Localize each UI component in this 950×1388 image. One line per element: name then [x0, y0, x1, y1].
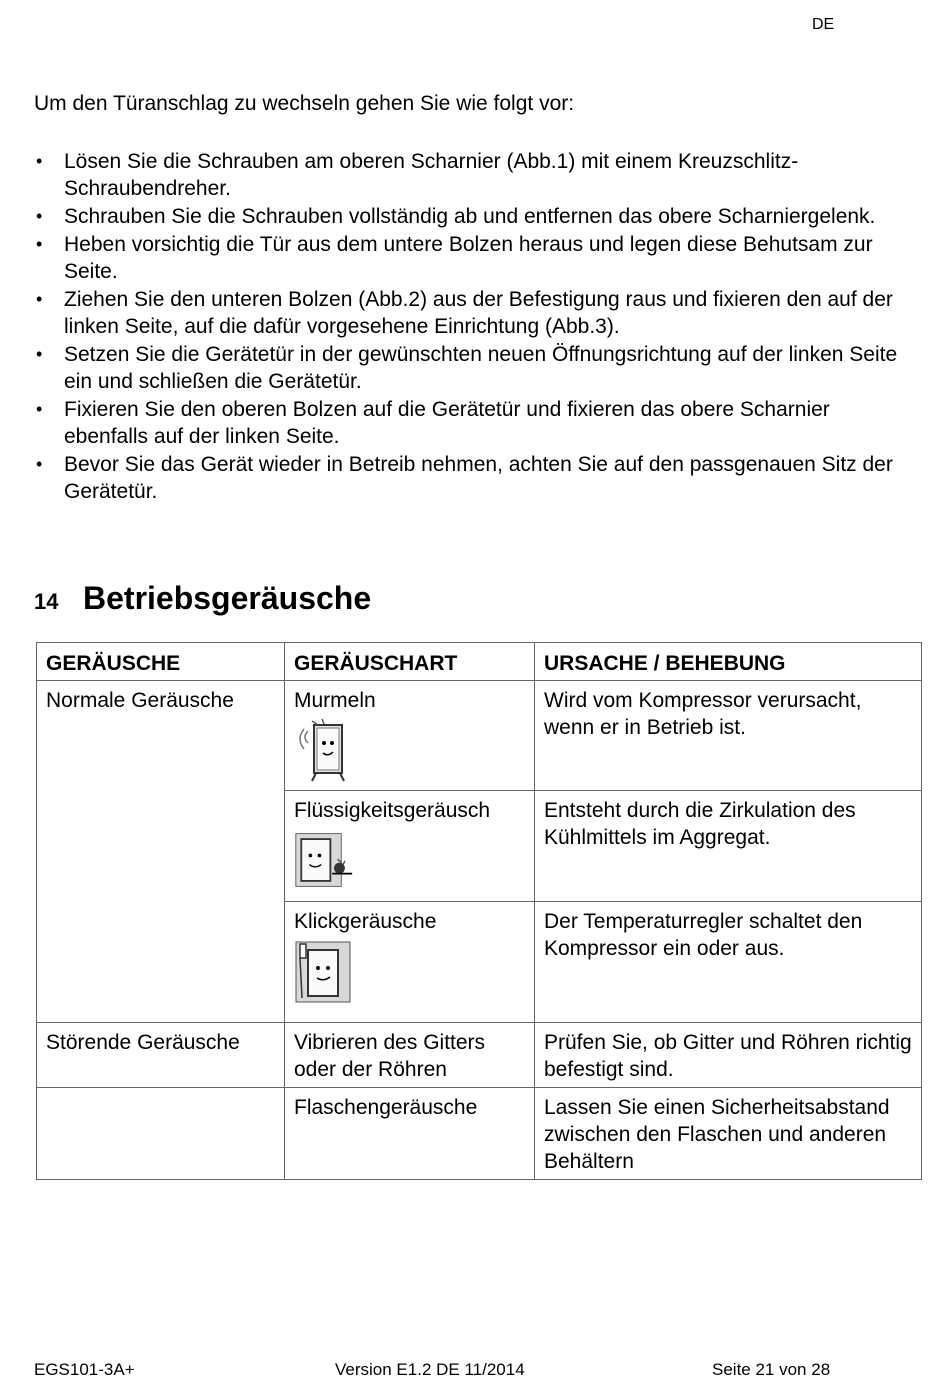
noise-type-cell: [285, 681, 535, 791]
bullet-icon: •: [36, 206, 43, 226]
list-item: [34, 396, 914, 450]
list-item: [34, 286, 914, 340]
bullet-icon: •: [36, 151, 43, 171]
footer-model: EGS101-3A+: [34, 1360, 135, 1379]
language-code: DE: [812, 16, 835, 33]
noise-type-label: Flüssigkeitsgeräusch: [294, 799, 491, 822]
list-item: [34, 341, 914, 395]
intro-text: Um den Türanschlag zu wechseln gehen Sie wie folgt vor:: [34, 92, 575, 115]
noise-type-label: Murmeln: [294, 689, 376, 712]
noise-category-normal: Normale Geräusche: [37, 681, 285, 1023]
section-number: 14: [34, 589, 59, 614]
noise-table: [36, 642, 922, 1180]
list-item-text: Schrauben Sie die Schrauben vollständig ab und entfernen das obere Scharniergelenk.: [64, 205, 876, 228]
list-item-text: Heben vorsichtig die Tür aus dem untere Bolzen heraus und legen diese Behutsam zur Seite.: [64, 233, 873, 283]
footer-version: Version E1.2 DE 11/2014: [335, 1360, 525, 1379]
bullet-icon: •: [36, 234, 43, 254]
noise-category-disturbing: Störende Geräusche: [37, 1023, 285, 1088]
column-header: GERÄUSCHART: [285, 643, 535, 681]
noise-type-cell: Vibrieren des Gitters oder der Röhren: [285, 1023, 535, 1088]
list-item-text: Lösen Sie die Schrauben am oberen Scharnier (Abb.1) mit einem Kreuzschlitz-Schraubendreher.: [64, 150, 799, 200]
bullet-icon: •: [36, 344, 43, 364]
click-fridge-icon: [294, 938, 354, 1004]
table-row: [37, 1088, 922, 1180]
table-row: [37, 1023, 922, 1088]
column-header: GERÄUSCHE: [37, 643, 285, 681]
noise-cause-cell: Der Temperaturregler schaltet den Kompressor ein oder aus.: [535, 902, 922, 1023]
instruction-list: [34, 148, 914, 506]
noise-cause-cell: Entsteht durch die Zirkulation des Kühlmittels im Aggregat.: [535, 791, 922, 902]
list-item-text: Fixieren Sie den oberen Bolzen auf die Gerätetür und fixieren das obere Scharnier ebenfalls auf der linken Seite.: [64, 398, 830, 448]
noise-type-label: Klickgeräusche: [294, 910, 437, 933]
bullet-icon: •: [36, 399, 43, 419]
list-item: [34, 451, 914, 505]
noise-cause-cell: Wird vom Kompressor verursacht, wenn er in Betrieb ist.: [535, 681, 922, 791]
list-item-text: Ziehen Sie den unteren Bolzen (Abb.2) aus der Befestigung raus und fixieren den auf der linken Seite, auf die dafür vorgesehene Einrichtung (Abb.3).: [64, 288, 893, 338]
noise-type-cell: [285, 902, 535, 1023]
list-item-text: Setzen Sie die Gerätetür in der gewünschten neuen Öffnungsrichtung auf der linken Seite ein und schließen die Gerätetür.: [64, 343, 898, 393]
list-item: [34, 231, 914, 285]
table-header-row: [37, 643, 922, 681]
table-row: [37, 681, 922, 791]
section-title: Betriebsgeräusche: [83, 580, 372, 616]
noise-cause-cell: Prüfen Sie, ob Gitter und Röhren richtig befestigt sind.: [535, 1023, 922, 1088]
bullet-icon: •: [36, 454, 43, 474]
murmur-fridge-icon: [294, 717, 354, 783]
section-heading: [34, 580, 371, 617]
noise-type-cell: Flaschengeräusche: [285, 1088, 535, 1180]
list-item: [34, 148, 914, 202]
list-item-text: Bevor Sie das Gerät wieder in Betreib nehmen, achten Sie auf den passgenauen Sitz der Gerätetür.: [64, 453, 893, 503]
empty-cell: [37, 1088, 285, 1180]
list-item: [34, 203, 914, 230]
noise-cause-cell: Lassen Sie einen Sicherheitsabstand zwischen den Flaschen und anderen Behältern: [535, 1088, 922, 1180]
footer-page-number: Seite 21 von 28: [712, 1360, 831, 1379]
bullet-icon: •: [36, 289, 43, 309]
column-header: URSACHE / BEHEBUNG: [535, 643, 922, 681]
liquid-fridge-icon: [294, 827, 354, 893]
noise-type-cell: [285, 791, 535, 902]
